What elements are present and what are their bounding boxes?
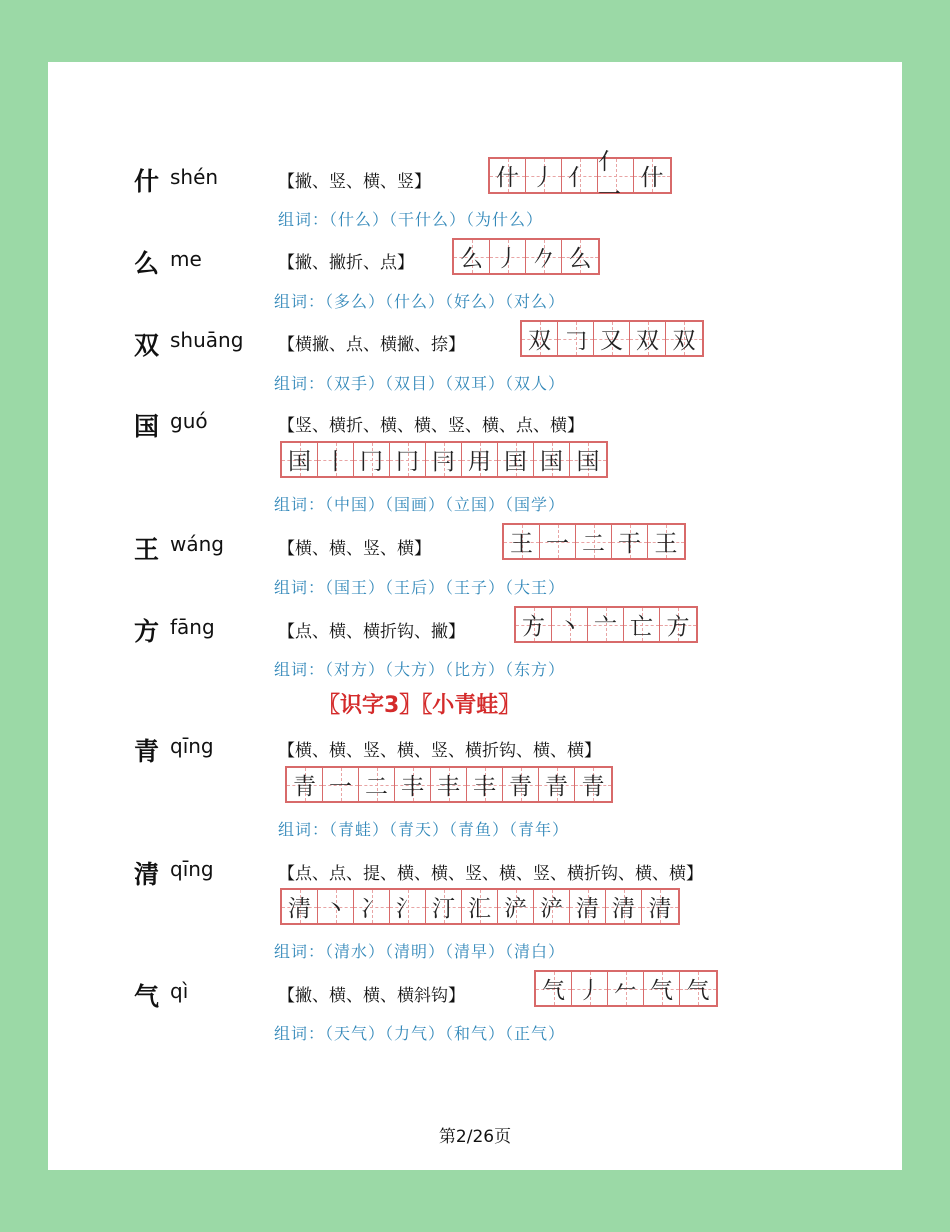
word-list: 组词：（国王）（王后）（王子）（大王） — [274, 578, 566, 597]
stroke-step-glyph: 冃 — [432, 449, 455, 475]
stroke-order-text: 【点、点、提、横、横、竖、横、竖、横折钩、横、横】 — [278, 864, 703, 884]
section-title: 〖识字3〗〖小青蛙〗 — [318, 693, 521, 718]
stroke-grid — [280, 888, 680, 925]
stroke-step-cell — [624, 608, 660, 641]
character: 方 — [134, 617, 160, 646]
stroke-grid — [285, 766, 613, 803]
character: 王 — [134, 535, 160, 564]
stroke-step-cell — [282, 443, 318, 476]
stroke-step-glyph: 清 — [576, 896, 599, 922]
pinyin: wáng — [170, 532, 224, 556]
stroke-step-glyph: 丶 — [324, 896, 347, 922]
stroke-step-cell — [282, 890, 318, 923]
word-list: 组词：（清水）（清明）（清早）（清白） — [274, 942, 566, 961]
stroke-step-cell — [536, 972, 572, 1005]
stroke-step-cell — [467, 768, 503, 801]
pinyin: fāng — [170, 615, 215, 639]
stroke-step-glyph: 干 — [618, 531, 641, 557]
stroke-step-glyph: 青 — [293, 774, 316, 800]
stroke-step-glyph: 丿 — [532, 165, 555, 191]
stroke-step-cell — [644, 972, 680, 1005]
stroke-step-cell — [426, 890, 462, 923]
stroke-step-glyph: 清 — [612, 896, 635, 922]
pinyin: shuāng — [170, 328, 244, 352]
character: 什 — [134, 167, 160, 196]
stroke-grid — [534, 970, 718, 1007]
worksheet-page — [48, 62, 902, 1170]
stroke-step-cell — [570, 890, 606, 923]
stroke-step-glyph: 亻一 — [598, 148, 621, 208]
stroke-step-cell — [572, 972, 608, 1005]
word-list: 组词：（双手）（双目）（双耳）（双人） — [274, 374, 566, 393]
character: 清 — [134, 860, 160, 889]
stroke-step-cell — [318, 443, 354, 476]
stroke-order-text: 【横、横、竖、横、竖、横折钩、横、横】 — [278, 741, 601, 761]
stroke-step-glyph: 青 — [581, 774, 605, 800]
stroke-step-cell — [570, 443, 606, 476]
stroke-step-cell — [539, 768, 575, 801]
stroke-step-cell — [634, 159, 670, 192]
word-list: 组词：（什么）（干什么）（为什么） — [278, 210, 544, 229]
stroke-step-glyph: 冂 — [396, 449, 419, 475]
stroke-step-glyph: 王 — [654, 531, 678, 557]
stroke-step-cell — [462, 443, 498, 476]
pinyin: qīng — [170, 857, 214, 881]
stroke-step-cell — [594, 322, 630, 355]
stroke-grid — [488, 148, 672, 208]
stroke-step-glyph: 国 — [540, 449, 563, 475]
pinyin: me — [170, 247, 202, 271]
stroke-step-glyph: 气 — [686, 978, 710, 1004]
pinyin: qīng — [170, 734, 214, 758]
stroke-step-cell — [522, 322, 558, 355]
stroke-step-cell — [588, 608, 624, 641]
stroke-step-glyph: 亠 — [594, 614, 617, 640]
stroke-step-cell — [534, 890, 570, 923]
stroke-step-cell — [540, 525, 576, 558]
stroke-step-cell — [354, 890, 390, 923]
stroke-step-glyph: 二 — [365, 774, 388, 800]
stroke-order-text: 【撇、撇折、点】 — [278, 253, 414, 273]
stroke-step-cell — [660, 608, 696, 641]
stroke-step-glyph: 国 — [576, 449, 600, 475]
stroke-step-cell — [498, 443, 534, 476]
stroke-step-cell — [576, 525, 612, 558]
stroke-step-cell — [562, 240, 598, 273]
stroke-step-glyph: 丿 — [578, 978, 601, 1004]
stroke-step-cell — [642, 890, 678, 923]
stroke-step-glyph: 𠂊 — [532, 246, 555, 272]
stroke-step-cell — [516, 608, 552, 641]
stroke-step-glyph: 青 — [509, 774, 532, 800]
stroke-step-glyph: 又 — [600, 328, 623, 354]
character: 国 — [134, 412, 160, 441]
stroke-step-glyph: 么 — [568, 246, 592, 272]
stroke-step-glyph: 方 — [666, 614, 690, 640]
stroke-order-text: 【竖、横折、横、横、竖、横、点、横】 — [278, 416, 584, 436]
character: 青 — [134, 737, 160, 766]
stroke-step-cell — [558, 322, 594, 355]
stroke-step-cell — [503, 768, 539, 801]
stroke-step-cell — [680, 972, 716, 1005]
stroke-step-cell — [666, 322, 702, 355]
stroke-order-text: 【横撇、点、横撇、捺】 — [278, 335, 465, 355]
stroke-step-cell — [390, 443, 426, 476]
stroke-step-glyph: 亻 — [568, 165, 591, 191]
stroke-step-cell — [630, 322, 666, 355]
word-list: 组词：（天气）（力气）（和气）（正气） — [274, 1024, 566, 1043]
stroke-step-glyph: 冂 — [360, 449, 383, 475]
stroke-step-glyph: 丨 — [324, 449, 347, 475]
stroke-step-glyph: 浐 — [504, 896, 527, 922]
word-list: 组词：（青蛙）（青天）（青鱼）（青年） — [278, 820, 570, 839]
pinyin: shén — [170, 165, 219, 189]
stroke-step-glyph: 丿 — [496, 246, 519, 272]
stroke-step-glyph: 什 — [640, 165, 664, 191]
stroke-step-cell — [534, 443, 570, 476]
stroke-order-text: 【撇、横、横、横斜钩】 — [278, 986, 465, 1006]
stroke-step-glyph: 丰 — [437, 774, 460, 800]
stroke-step-cell — [287, 768, 323, 801]
stroke-step-cell — [606, 890, 642, 923]
stroke-step-glyph: 冫 — [360, 896, 383, 922]
character: 双 — [134, 331, 160, 360]
stroke-step-glyph: 𠃌 — [564, 328, 587, 354]
stroke-step-cell — [359, 768, 395, 801]
stroke-step-glyph: 丰 — [401, 774, 424, 800]
stroke-step-glyph: 氵 — [396, 896, 419, 922]
stroke-step-cell — [526, 240, 562, 273]
stroke-step-glyph: 𠂉 — [614, 978, 637, 1004]
stroke-step-cell — [498, 890, 534, 923]
stroke-step-cell — [608, 972, 644, 1005]
stroke-grid — [514, 606, 698, 643]
stroke-step-glyph: 双 — [528, 328, 551, 354]
stroke-step-cell — [454, 240, 490, 273]
stroke-step-cell — [648, 525, 684, 558]
pinyin: guó — [170, 409, 208, 433]
pinyin: qì — [170, 979, 189, 1003]
word-list: 组词：（中国）（国画）（立国）（国学） — [274, 495, 566, 514]
stroke-step-glyph: 国 — [288, 449, 311, 475]
stroke-step-glyph: 双 — [672, 328, 696, 354]
stroke-step-glyph: 用 — [468, 449, 491, 475]
stroke-step-cell — [562, 159, 598, 192]
stroke-order-text: 【撇、竖、横、竖】 — [278, 172, 431, 192]
stroke-step-glyph: 汀 — [432, 896, 455, 922]
stroke-step-cell — [504, 525, 540, 558]
stroke-step-glyph: 清 — [288, 896, 311, 922]
stroke-grid — [280, 441, 608, 478]
stroke-step-glyph: 浐 — [540, 896, 563, 922]
stroke-step-glyph: 二 — [582, 531, 605, 557]
stroke-step-cell — [612, 525, 648, 558]
stroke-step-glyph: 丶 — [558, 614, 581, 640]
stroke-step-glyph: 方 — [522, 614, 545, 640]
stroke-step-glyph: 王 — [510, 531, 533, 557]
stroke-step-glyph: 什 — [496, 165, 519, 191]
page-number: 第2/26页 — [438, 1127, 512, 1147]
stroke-step-cell — [490, 240, 526, 273]
stroke-step-cell — [354, 443, 390, 476]
stroke-step-cell — [318, 890, 354, 923]
stroke-order-text: 【横、横、竖、横】 — [278, 539, 431, 559]
stroke-grid — [452, 238, 600, 275]
character: 么 — [134, 249, 160, 278]
stroke-step-glyph: 气 — [542, 978, 565, 1004]
stroke-order-text: 【点、横、横折钩、撇】 — [278, 622, 465, 642]
stroke-step-cell — [598, 148, 634, 208]
word-list: 组词：（对方）（大方）（比方）（东方） — [274, 660, 566, 679]
stroke-step-glyph: 青 — [545, 774, 568, 800]
word-list: 组词：（多么）（什么）（好么）（对么） — [274, 292, 566, 311]
stroke-step-cell — [526, 159, 562, 192]
stroke-step-glyph: 清 — [648, 896, 672, 922]
stroke-step-cell — [552, 608, 588, 641]
stroke-step-glyph: 亡 — [630, 614, 653, 640]
stroke-step-glyph: 汇 — [468, 896, 491, 922]
stroke-step-cell — [390, 890, 426, 923]
stroke-grid — [520, 320, 704, 357]
stroke-step-glyph: 气 — [650, 978, 673, 1004]
stroke-step-glyph: 一 — [329, 774, 352, 800]
stroke-step-glyph: 一 — [546, 531, 569, 557]
stroke-grid — [502, 523, 686, 560]
stroke-step-glyph: 囯 — [504, 449, 527, 475]
stroke-step-glyph: 双 — [636, 328, 659, 354]
stroke-step-glyph: 丰 — [473, 774, 496, 800]
stroke-step-cell — [431, 768, 467, 801]
stroke-step-cell — [490, 159, 526, 192]
stroke-step-cell — [426, 443, 462, 476]
stroke-step-cell — [575, 768, 611, 801]
stroke-step-cell — [462, 890, 498, 923]
stroke-step-glyph: 么 — [460, 246, 483, 272]
stroke-step-cell — [395, 768, 431, 801]
stroke-step-cell — [323, 768, 359, 801]
character: 气 — [134, 982, 160, 1011]
